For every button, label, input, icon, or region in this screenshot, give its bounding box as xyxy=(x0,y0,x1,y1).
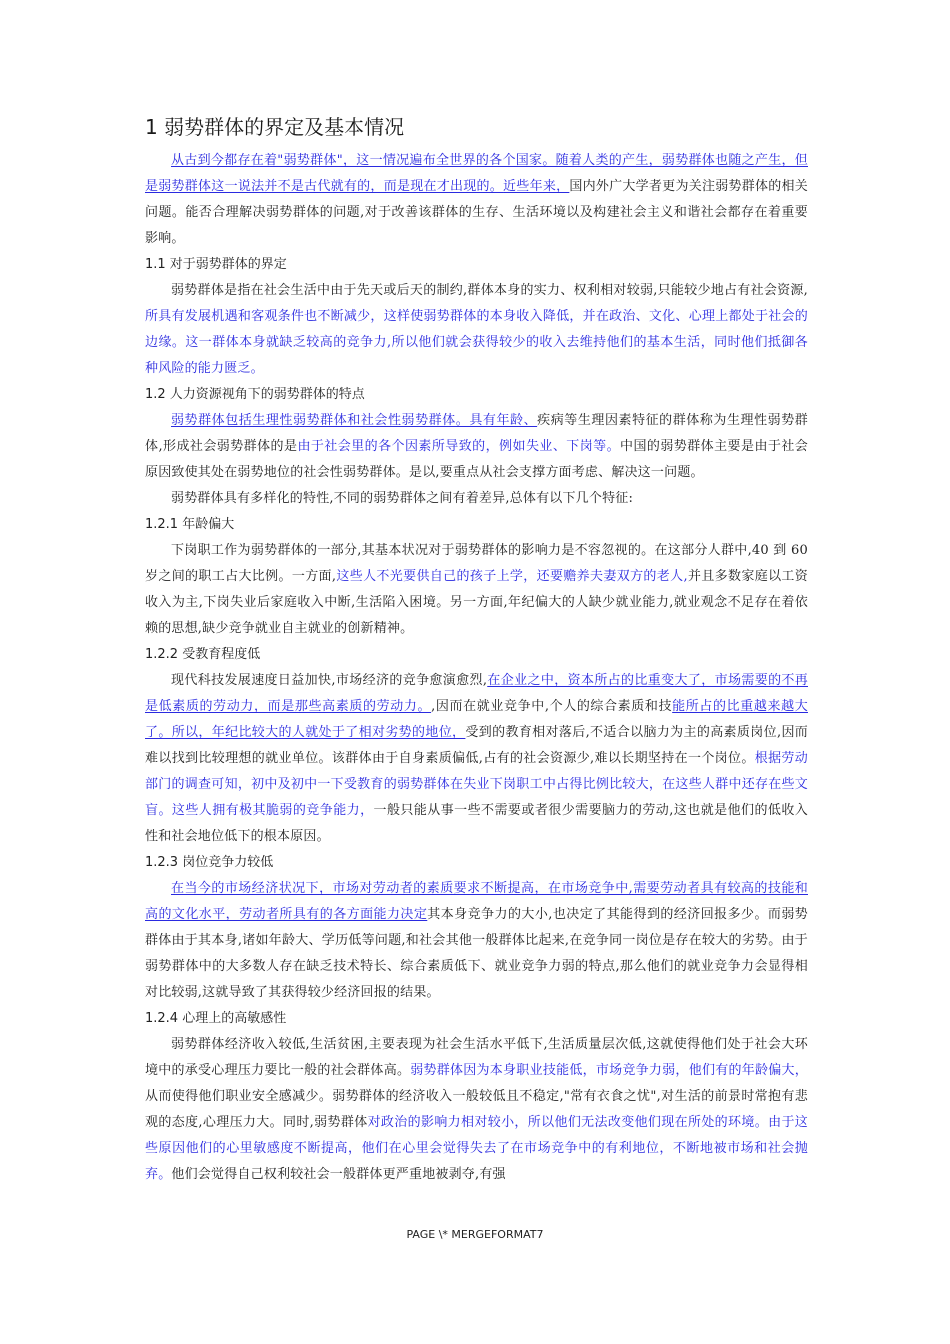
body-text: 现代科技发展速度日益加快,市场经济的竞争愈演愈烈, xyxy=(171,673,488,688)
body-text: 弱势群体经济收入较低,生活贫困,主要表现为社会生活水平低下,生活质量层次低,这就使得他们处于社会大环境中的承受心理压力要比一般的社会群体高。 xyxy=(145,1037,808,1078)
page-footer: PAGE \* MERGEFORMAT7 xyxy=(406,1228,544,1241)
paragraph-intro xyxy=(145,148,808,252)
highlighted-text: 弱势群体包括生理性弱势群体和社会性弱势群体。具有年龄、 xyxy=(171,413,538,428)
body-text: 疾病等生理因素特征的群体称为生理性弱势群体,形成社会弱势群体的是 xyxy=(145,413,808,454)
highlighted-text: 所具有发展机遇和客观条件也不断减少，这样使弱势群体的本身收入降低，并在政治、文化、心理上都处于社会的边缘。这一群体本身就缺乏较高的竞争力,所以他们就会获得较少的收入去维持他们的基本生活，同时他们抵御各种风险的能力匮乏。 xyxy=(145,309,808,376)
body-text: 并且多数家庭以工资收入为主,下岗失业后家庭收入中断,生活陷入困境。另一方面,年纪偏大的人缺少就业能力,就业观念不足存在着依赖的思想,缺少竞争就业自主就业的创新精神。 xyxy=(145,569,808,636)
heading-1-2-1: 1.2.1 年龄偏大 xyxy=(145,517,235,532)
heading-1-2-2: 1.2.2 受教育程度低 xyxy=(145,647,261,662)
heading-1-2: 1.2 人力资源视角下的弱势群体的特点 xyxy=(145,387,365,402)
paragraph-definition xyxy=(145,278,808,382)
highlighted-text: 弱势群体因为本身职业技能低，市场竞争力弱，他们有的年龄偏大， xyxy=(410,1063,808,1078)
highlighted-text: 根据劳动部门的调查可知，初中及初中一下受教育的弱势群体在失业下岗职工中占得比例比较大，在这些人群中还存在些文盲。这些人拥有极其脆弱的竞争能力， xyxy=(145,751,808,818)
paragraph-education xyxy=(145,668,808,850)
heading-1-1: 1.1 对于弱势群体的界定 xyxy=(145,257,287,272)
body-text: 弱势群体是指在社会生活中由于先天或后天的制约,群体本身的实力、权利相对较弱,只能较少地占有社会资源, xyxy=(171,283,808,298)
heading-1-2-4: 1.2.4 心理上的高敏感性 xyxy=(145,1011,287,1026)
body-text: 中国的弱势群体主要是由于社会原因致使其处在弱势地位的社会性弱势群体。是以,要重点从社会支撑方面考虑、解决这一问题。 xyxy=(145,439,808,480)
body-text: 其本身竞争力的大小,也决定了其能得到的经济回报多少。而弱势群体由于其本身,诸如年龄大、学历低等问题,和社会其他一般群体比起来,在竞争同一岗位是存在较大的劣势。由于弱势群体中的大多数人存在缺乏技术特长、综合素质低下、就业竞争力弱的特点,那么他们的就业竞争力会显得相对比较弱,这就导致了其获得较少经济回报的结果。 xyxy=(145,907,809,1000)
paragraph-psychology xyxy=(145,1032,808,1188)
highlighted-text: 由于社会里的各个因素所导致的，例如失业、下岗等。 xyxy=(297,439,621,454)
highlighted-text: 从古到今都存在着"弱势群体"，这一情况遍布全世界的各个国家。随着人类的产生，弱势群体也随之产生，但是弱势群体这一说法并不是古代就有的，而是现在才出现的。 xyxy=(145,153,808,194)
highlighted-text: 在当今的市场经济状况下，市场对劳动者的素质要求不断提高，在市场竞争中,需要劳动者具有较高的技能和高的文化水平，劳动者所具有的各方面能力决定 xyxy=(145,881,808,922)
body-text: 受到的教育相对落后,不适合以脑力为主的高素质岗位,因而难以找到比较理想的就业单位。该群体由于自身素质偏低,占有的社会资源少,难以长期坚持在一个岗位。 xyxy=(145,725,808,766)
section-title: 1 弱势群体的界定及基本情况 xyxy=(145,115,405,139)
highlighted-text: 在企业之中，资本所占的比重变大了，市场需要的不再是低素质的劳动力，而是那些高素质的劳动力。 xyxy=(145,673,808,714)
paragraph-characteristics xyxy=(145,408,808,486)
body-text: ,因而在就业竞争中,个人的综合素质和技 xyxy=(431,699,673,714)
body-text: 从而使得他们职业安全感减少。弱势群体的经济收入一般较低且不稳定,"常有衣食之忧",对生活的前景时常抱有悲观的态度,心理压力大。同时,弱势群体 xyxy=(145,1089,808,1130)
highlighted-text: 能所占的比重越来越大了。所以，年纪比较大的人就处于了相对劣势的地位， xyxy=(145,699,808,740)
document-page xyxy=(145,112,808,1188)
body-text: 一般只能从事一些不需要或者很少需要脑力的劳动,这也就是他们的低收入性和社会地位低下的根本原因。 xyxy=(145,803,808,844)
highlighted-text: 这些人不光要供自己的孩子上学，还要赡养夫妻双方的老人, xyxy=(336,569,688,584)
paragraph-age xyxy=(145,538,808,642)
body-text: 下岗职工作为弱势群体的一部分,其基本状况对于弱势群体的影响力是不容忽视的。在这部分人群中,40 到 60 岁之间的职工占大比例。一方面, xyxy=(145,543,808,584)
heading-1-2-3: 1.2.3 岗位竞争力较低 xyxy=(145,855,274,870)
body-text: 他们会觉得自己权利较社会一般群体更严重地被剥夺,有强 xyxy=(171,1167,506,1182)
highlighted-text: 近些年来， xyxy=(503,179,570,194)
paragraph-features-intro: 弱势群体具有多样化的特性,不同的弱势群体之间有着差异,总体有以下几个特征: xyxy=(171,491,634,506)
body-text: 国内外广大学者更为关注弱势群体的相关问题。能否合理解决弱势群体的问题,对于改善该群体的生存、生活环境以及构建社会主义和谐社会都存在着重要影响。 xyxy=(145,179,808,246)
paragraph-competitiveness xyxy=(145,876,808,1006)
highlighted-text: 对政治的影响力相对较小，所以他们无法改变他们现在所处的环境。由于这些原因他们的心里敏感度不断提高，他们在心里会觉得失去了在市场竞争中的有利地位，不断地被市场和社会抛弃。 xyxy=(145,1115,808,1182)
